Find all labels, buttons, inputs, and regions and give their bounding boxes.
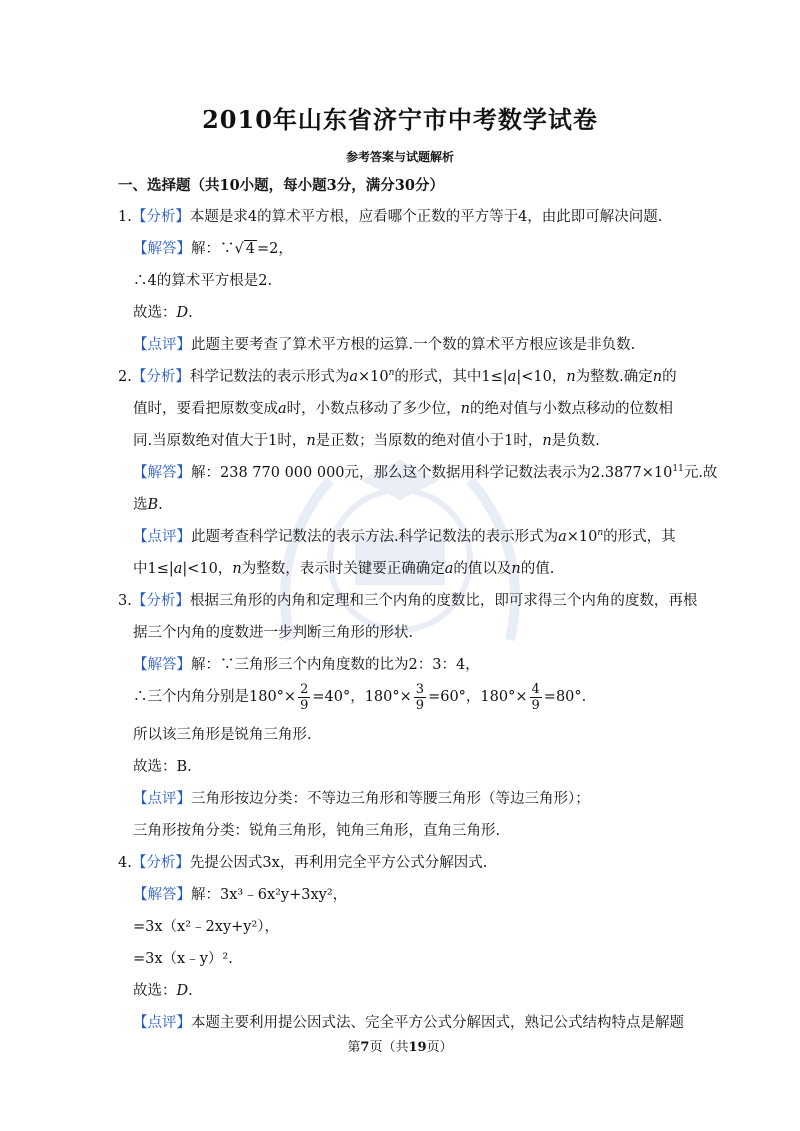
- q3-analysis-line: [118, 591, 697, 611]
- fraction: [414, 682, 426, 713]
- q2-text: 为整数.确定: [575, 369, 653, 385]
- q2-answer-text: 元.故: [683, 465, 718, 481]
- choice-suffix: .: [158, 497, 163, 513]
- q1-answer-line: [133, 239, 293, 259]
- comment-tag: 【点评】: [133, 1015, 191, 1031]
- times-ten: ×10: [358, 369, 389, 385]
- var-a: a: [349, 369, 358, 385]
- q2-comment-line: [133, 527, 676, 547]
- q3-text: =80°.: [543, 689, 587, 705]
- sqrt-symbol: √ 4: [234, 241, 255, 257]
- q1-answer-result: =2，: [256, 241, 293, 257]
- question-number: 2.: [118, 369, 132, 385]
- q3-comment-line: [133, 789, 590, 809]
- q1-analysis-text: 本题是求4的算术平方根，应看哪个正数的平方等于4，由此即可解决问题.: [189, 209, 663, 225]
- choice-letter: B: [147, 497, 159, 513]
- times-ten: ×10: [566, 529, 598, 545]
- choice-suffix: .: [188, 305, 193, 321]
- q2-comment-text: 的值以及: [453, 561, 512, 577]
- q4-answer-text: 解：3x³﹣6x²y+3xy²，: [191, 887, 348, 903]
- q2-text: 同.当原数绝对值大于1时，: [133, 433, 307, 449]
- q4-analysis-line: [118, 853, 487, 873]
- var-n: n: [597, 528, 604, 539]
- var-a: a: [507, 369, 517, 385]
- q3-analysis-text: 根据三角形的内角和定理和三个内角的度数比，即可求得三个内角的度数，再根: [189, 593, 698, 609]
- var-n: n: [566, 369, 576, 385]
- q1-analysis-line: [118, 207, 662, 227]
- var-a: a: [173, 561, 183, 577]
- q2-text: 时，小数点移动了多少位，: [286, 401, 461, 417]
- var-a: a: [558, 529, 567, 545]
- analysis-tag: 【分析】: [131, 855, 190, 871]
- radicand: 4: [245, 241, 255, 257]
- numerator: 2: [300, 681, 309, 697]
- q3-text: =40°，180°×: [312, 689, 412, 705]
- var-n: n: [542, 433, 552, 449]
- q2-text: 是负数.: [551, 433, 600, 449]
- q3-conclusion: 所以该三角形是锐角三角形.: [133, 727, 312, 743]
- fraction: [298, 682, 310, 713]
- q1-conclusion: ∴4的算术平方根是2.: [133, 273, 273, 289]
- var-n: n: [460, 401, 470, 417]
- q2-comment-text: 此题考查科学记数法的表示方法.科学记数法的表示形式为: [191, 529, 559, 545]
- q2-analysis-line2: [133, 399, 673, 419]
- q2-answer-text: 解：238 770 000 000元，那么这个数据用科学记数法表示为2.3877×10: [191, 465, 673, 481]
- q3-angles-line: [133, 680, 586, 714]
- question-number: 3.: [118, 593, 132, 609]
- page-number: 7: [360, 1040, 370, 1055]
- q3-comment-line2: 三角形按角分类：锐角三角形，钝角三角形，直角三角形.: [133, 823, 501, 839]
- page-subtitle: 参考答案与试题解析: [345, 150, 454, 164]
- q2-comment-text: 的值.: [520, 561, 555, 577]
- q3-choice: 故选：B.: [133, 759, 192, 775]
- denominator: 9: [300, 697, 309, 713]
- q3-analysis-line2: 据三个内角的度数进一步判断三角形的形状.: [133, 625, 414, 641]
- var-a: a: [444, 561, 454, 577]
- comment-tag: 【点评】: [133, 529, 191, 545]
- analysis-tag: 【分析】: [131, 593, 190, 609]
- q1-answer-text: 解：∵: [191, 241, 235, 257]
- q2-text: 的形式，其中1≤|: [394, 369, 508, 385]
- choice-suffix: .: [188, 983, 193, 999]
- denominator: 9: [531, 697, 540, 713]
- q4-analysis-text: 先提公因式3x，再利用完全平方公式分解因式.: [189, 855, 488, 871]
- footer-text: 第: [347, 1040, 361, 1055]
- answer-tag: 【解答】: [133, 465, 191, 481]
- q2-text: 的绝对值与小数点移动的位数相: [470, 401, 673, 417]
- q2-comment-line2: [133, 559, 554, 579]
- q1-comment-text: 此题主要考查了算术平方根的运算.一个数的算术平方根应该是非负数.: [191, 337, 636, 353]
- numerator: 4: [531, 681, 540, 697]
- q3-comment-text: 三角形按边分类：不等边三角形和等腰三角形（等边三角形）；: [191, 791, 590, 807]
- answer-tag: 【解答】: [133, 887, 191, 903]
- q1-choice: [133, 303, 193, 323]
- exponent: 11: [672, 464, 684, 475]
- q4-comment-line: [133, 1013, 684, 1033]
- q2-analysis-line: [118, 367, 677, 387]
- q2-analysis-line3: [133, 431, 600, 451]
- question-number: 1.: [118, 209, 132, 225]
- answer-tag: 【解答】: [133, 241, 191, 257]
- section-heading: 一、选择题（共10小题，每小题3分，满分30分）: [118, 177, 444, 194]
- footer-text: 页（共: [369, 1040, 409, 1055]
- fraction: [530, 682, 542, 713]
- var-n: n: [511, 561, 521, 577]
- q4-step1: =3x（x²﹣2xy+y²），: [133, 919, 280, 935]
- analysis-tag: 【分析】: [131, 209, 190, 225]
- q4-choice: [133, 981, 193, 1001]
- total-pages: 19: [408, 1040, 427, 1055]
- var-n: n: [232, 561, 242, 577]
- q2-choice: [133, 495, 163, 515]
- answer-tag: 【解答】: [133, 657, 191, 673]
- q1-comment-line: [133, 335, 635, 355]
- page-title: 2010年山东省济宁市中考数学试卷: [202, 105, 598, 134]
- q4-comment-text: 本题主要利用提公因式法、完全平方公式分解因式，熟记公式结构特点是解题: [191, 1015, 684, 1031]
- var-n: n: [388, 368, 395, 379]
- analysis-tag: 【分析】: [131, 369, 190, 385]
- comment-tag: 【点评】: [133, 791, 191, 807]
- q2-comment-text: 的形式，其: [603, 529, 676, 545]
- var-a: a: [278, 401, 287, 417]
- q2-comment-text: 中1≤|: [133, 561, 174, 577]
- numerator: 3: [415, 681, 425, 697]
- q2-text: 的: [662, 369, 677, 385]
- q3-text: =60°，180°×: [428, 689, 528, 705]
- q2-text: |<10，: [516, 369, 567, 385]
- q4-answer-line: [133, 885, 347, 905]
- comment-tag: 【点评】: [133, 337, 191, 353]
- var-n: n: [306, 433, 316, 449]
- choice-prefix: 故选：: [133, 983, 177, 999]
- q2-text: 值时，要看把原数变成: [133, 401, 278, 417]
- page-footer: [0, 1036, 800, 1055]
- q2-comment-text: 为整数，表示时关键要正确确定: [241, 561, 445, 577]
- q2-comment-text: |<10，: [182, 561, 233, 577]
- var-n: n: [652, 369, 663, 385]
- q3-answer-line: [133, 655, 480, 675]
- choice-letter: D: [176, 305, 189, 321]
- q3-answer-text: 解：∵三角形三个内角度数的比为2：3：4，: [191, 657, 480, 673]
- q2-text: 是正数；当原数的绝对值小于1时，: [315, 433, 543, 449]
- q4-step2: =3x（x﹣y）².: [133, 951, 233, 967]
- choice-prefix: 选: [133, 497, 148, 513]
- denominator: 9: [415, 697, 425, 713]
- q3-text: ∴三个内角分别是180°×: [133, 689, 297, 705]
- q2-text: 科学记数法的表示形式为: [189, 369, 350, 385]
- question-number: 4.: [118, 855, 132, 871]
- choice-prefix: 故选：: [133, 305, 177, 321]
- q2-answer-line: [133, 463, 717, 483]
- footer-text: 页）: [426, 1040, 453, 1055]
- choice-letter: D: [176, 983, 189, 999]
